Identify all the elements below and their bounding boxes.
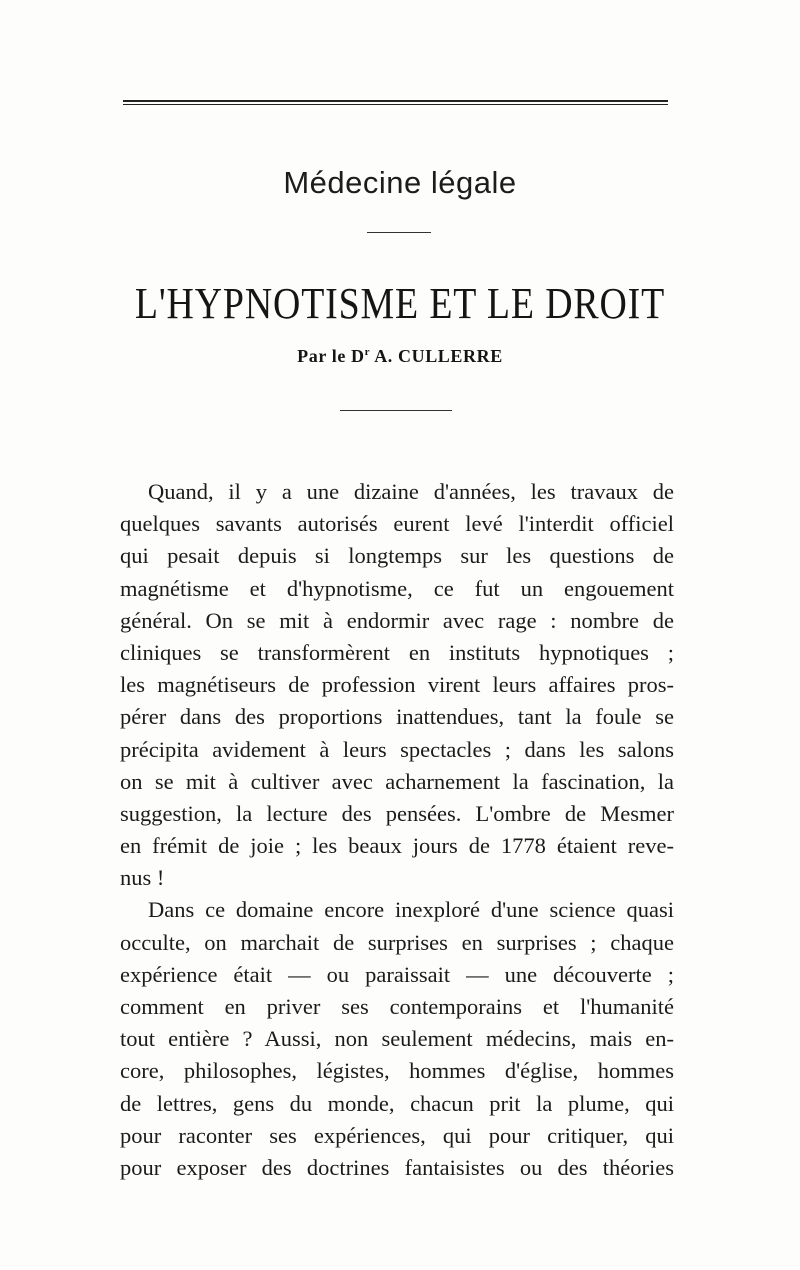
paragraph-line: comment en priver ses contemporains et l'humanité	[120, 994, 674, 1019]
paragraph-line: de lettres, gens du monde, chacun prit la plume, qui	[120, 1090, 674, 1116]
paragraph-line: en frémit de joie ; les beaux jours de 1778 étaient reve-	[120, 833, 674, 859]
paragraph-line: général. On se mit à endormir avec rage : nombre de	[120, 607, 674, 633]
paragraph-line: nus !	[120, 865, 165, 891]
byline-superscript: r	[364, 346, 371, 358]
byline-author: A. CULLERRE	[370, 346, 503, 366]
paragraph-line: suggestion, la lecture des pensées. L'ombre de Mesmer	[120, 800, 674, 826]
paragraph-line: pour exposer des doctrines fantaisistes ou des théories	[120, 1154, 674, 1180]
paragraph-line: qui pesait depuis si longtemps sur les questions de	[120, 543, 674, 569]
paragraph-line: quelques savants autorisés eurent levé l'interdit officiel	[120, 511, 674, 537]
article-title: L'HYPNOTISME ET LE DROIT	[134, 279, 666, 328]
title-separator-rule	[367, 232, 431, 233]
paragraph-line: les magnétiseurs de profession virent leurs affaires pros-	[120, 672, 674, 698]
paragraph-line: Quand, il y a une dizaine d'années, les travaux de	[148, 479, 674, 504]
paragraph-line: pérer dans des proportions inattendues, tant la foule se	[120, 704, 674, 730]
paragraph-line: occulte, on marchait de surprises en surprises ; chaque	[120, 929, 674, 955]
paragraph-line: tout entière ? Aussi, non seulement médecins, mais en-	[120, 1026, 674, 1052]
section-title: Médecine légale	[283, 165, 517, 200]
article-body	[120, 476, 674, 1184]
paragraph-line: magnétisme et d'hypnotisme, ce fut un engouement	[120, 575, 674, 601]
paragraph-line: précipita avidement à leurs spectacles ; dans les salons	[120, 736, 674, 762]
paragraph-line: core, philosophes, légistes, hommes d'église, hommes	[120, 1058, 674, 1084]
byline	[0, 346, 800, 367]
paragraph-line: pour raconter ses expériences, qui pour critiquer, qui	[120, 1122, 674, 1148]
header-double-rule	[123, 100, 668, 105]
paragraph-line: cliniques se transformèrent en instituts hypnotiques ;	[120, 639, 674, 665]
paragraph-line: Dans ce domaine encore inexploré d'une science quasi	[148, 897, 674, 923]
byline-prefix: Par le D	[297, 346, 365, 366]
byline-separator-rule	[340, 410, 452, 411]
paragraph-line: on se mit à cultiver avec acharnement la fascination, la	[120, 768, 674, 794]
paragraph-line: expérience était — ou paraissait — une découverte ;	[120, 961, 674, 987]
